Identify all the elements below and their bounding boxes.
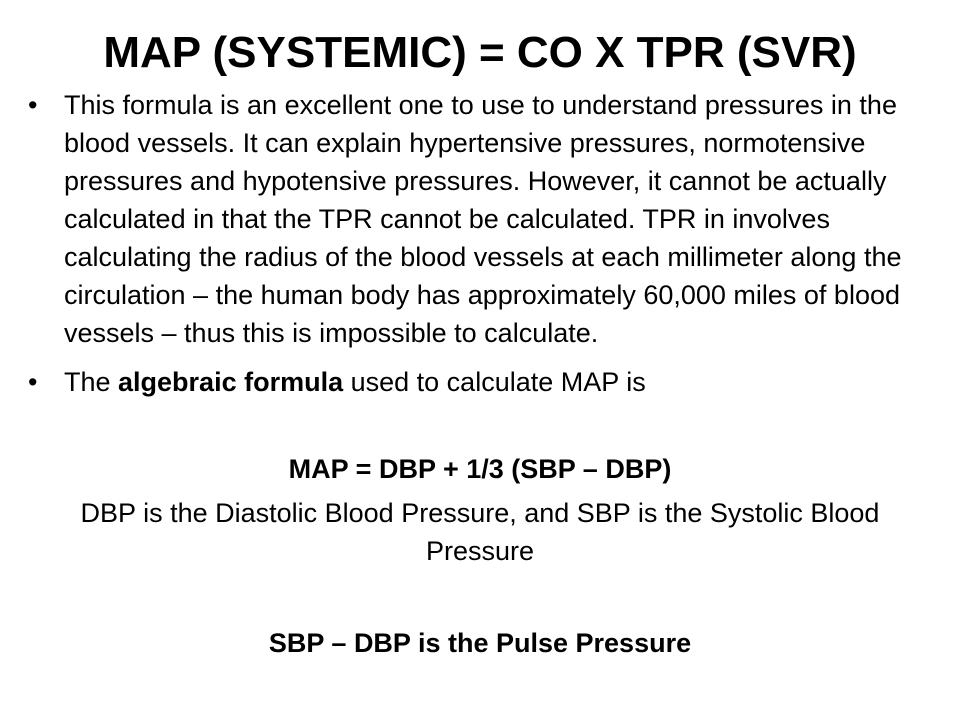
pulse-pressure-note: SBP – DBP is the Pulse Pressure [268,628,692,658]
bullet-list [28,86,928,401]
slide-title: MAP (SYSTEMIC) = CO X TPR (SVR) [103,28,857,77]
bp-definition: DBP is the Diastolic Blood Pressure, and SBP is the Systolic Blood Pressure [80,498,880,566]
bullet-text-bold: algebraic formula [118,367,344,397]
map-formula: MAP = DBP + 1/3 (SBP – DBP) [288,454,672,484]
bullet-item [28,86,928,352]
bullet-dot-icon: • [28,367,38,397]
bullet-dot-icon: • [28,90,38,120]
bullet-item [28,363,928,401]
bullet-text-suffix: used to calculate MAP is [343,367,646,397]
bullet-text: This formula is an excellent one to use to understand pressures in the blood vessels. It can explain hypertensive pressures, normotensive pressures and hypotensive pressures. However, it cannot be actually calculated in that the TPR cannot be calculated. TPR in involves calculating the radius of the blood vessels at each millimeter along the circulation – the human body has approximately 60,000 miles of blood vessels – thus this is impossible to calculate. [64,90,902,348]
bullet-text-prefix: The [64,367,119,397]
